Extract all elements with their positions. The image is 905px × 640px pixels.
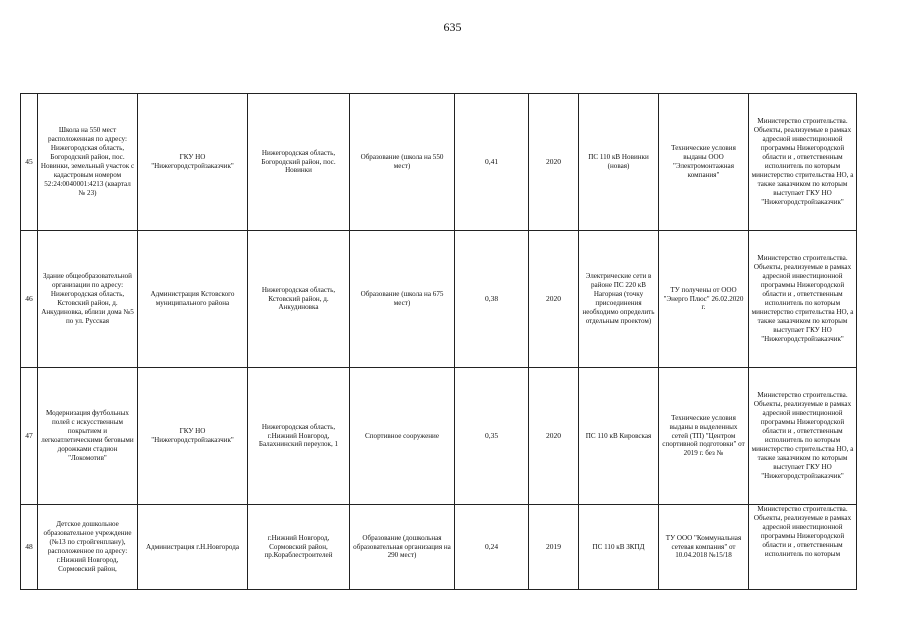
row-number: 47 (21, 368, 38, 505)
power-cell: 0,41 (455, 94, 529, 231)
address-cell: Нижегородская область, Богородский район, пос. Новинки (248, 94, 350, 231)
investment-objects-table (20, 93, 857, 590)
purpose-cell: Образование (школа на 550 мест) (350, 94, 455, 231)
conditions-cell: Технические условия выданы в выделенных сетей (ТП) "Центром спортивной подготовки" от 2019 г. без № (659, 368, 749, 505)
power-cell: 0,38 (455, 231, 529, 368)
table-row (21, 368, 857, 505)
table-row (21, 94, 857, 231)
conditions-cell: Технические условия выданы ООО "Электромонтажная компания" (659, 94, 749, 231)
substation-cell: ПС 110 кВ Кировская (579, 368, 659, 505)
responsible-cell: Министерство строительства. Объекты, реализуемые в рамках адресной инвестиционной программы Нижегородской области и , ответственным исполнитель по которым министерство стрительства НО, а также заказчиком по которым выступает ГКУ НО "Нижегородстройзаказчик" (749, 231, 857, 368)
substation-cell: Электрические сети в районе ПС 220 кВ Нагорная (точку присоединения необходимо определить отдельным проектом) (579, 231, 659, 368)
address-cell: г.Нижний Новгород, Сормовский район, пр.Кораблестроителей (248, 505, 350, 590)
row-number: 46 (21, 231, 38, 368)
object-cell: Школа на 550 мест расположенная по адресу: Нижегородская область, Богородский район, пос. Новинки, земельный участок с кадастровым номером 52:24:0040001:4213 (квартал № 23) (38, 94, 138, 231)
responsible-text: Министерство строительства. Объекты, реализуемые в рамках адресной инвестиционной программы Нижегородской области и , ответственным исполнитель по которым (753, 505, 852, 558)
purpose-cell: Спортивное сооружение (350, 368, 455, 505)
power-cell: 0,35 (455, 368, 529, 505)
responsible-cell: Министерство строительства. Объекты, реализуемые в рамках адресной инвестиционной программы Нижегородской области и , ответственным исполнитель по которым министерство стрительства НО, а также заказчиком по которым выступает ГКУ НО "Нижегородстройзаказчик" (749, 368, 857, 505)
address-cell: Нижегородская область, г.Нижний Новгород, Балахнинский переулок, 1 (248, 368, 350, 505)
conditions-cell: ТУ получены от ООО "Энерго Плюс" 26.02.2020 г. (659, 231, 749, 368)
conditions-cell: ТУ ООО "Коммунальная сетевая компания" от 10.04.2018 №15/18 (659, 505, 749, 590)
customer-cell: Администрация г.Н.Новгорода (138, 505, 248, 590)
customer-cell: ГКУ НО "Нижегородстройзаказчик" (138, 368, 248, 505)
row-number: 45 (21, 94, 38, 231)
substation-cell: ПС 110 кВ ЗКПД (579, 505, 659, 590)
year-cell: 2019 (529, 505, 579, 590)
object-cell: Здание общеобразовательной организации по адресу: Нижегородская область, Кстовский район, д. Анкудиновка, вблизи дома №5 по ул. Русская (38, 231, 138, 368)
page-number: 635 (443, 20, 462, 34)
substation-cell: ПС 110 кВ Новинки (новая) (579, 94, 659, 231)
customer-cell: Администрация Кстовского муниципального района (138, 231, 248, 368)
year-cell: 2020 (529, 231, 579, 368)
purpose-cell: Образование (школа на 675 мест) (350, 231, 455, 368)
purpose-cell: Образование (дошкольная образовательная организация на 290 мест) (350, 505, 455, 590)
year-cell: 2020 (529, 368, 579, 505)
customer-cell: ГКУ НО "Нижегородстройзаказчик" (138, 94, 248, 231)
responsible-cell: Министерство строительства. Объекты, реализуемые в рамках адресной инвестиционной программы Нижегородской области и , ответственным исполнитель по которым министерство стрительства НО, а также заказчиком по которым выступает ГКУ НО "Нижегородстройзаказчик" (749, 94, 857, 231)
power-cell: 0,24 (455, 505, 529, 590)
year-cell: 2020 (529, 94, 579, 231)
table-row (21, 505, 857, 590)
table-row (21, 231, 857, 368)
row-number: 48 (21, 505, 38, 590)
responsible-cell (749, 505, 857, 590)
address-cell: Нижегородская область, Кстовский район, д. Анкудиновка (248, 231, 350, 368)
object-cell: Детское дошкольное образовательное учреждение (№13 по стройгенплану), расположенное по адресу: г.Нижний Новгород, Сормовский район, (38, 505, 138, 590)
object-cell: Модернизация футбольных полей с искусственным покрытием и легкоатлетическими беговыми дорожками стадион "Локомотив" (38, 368, 138, 505)
